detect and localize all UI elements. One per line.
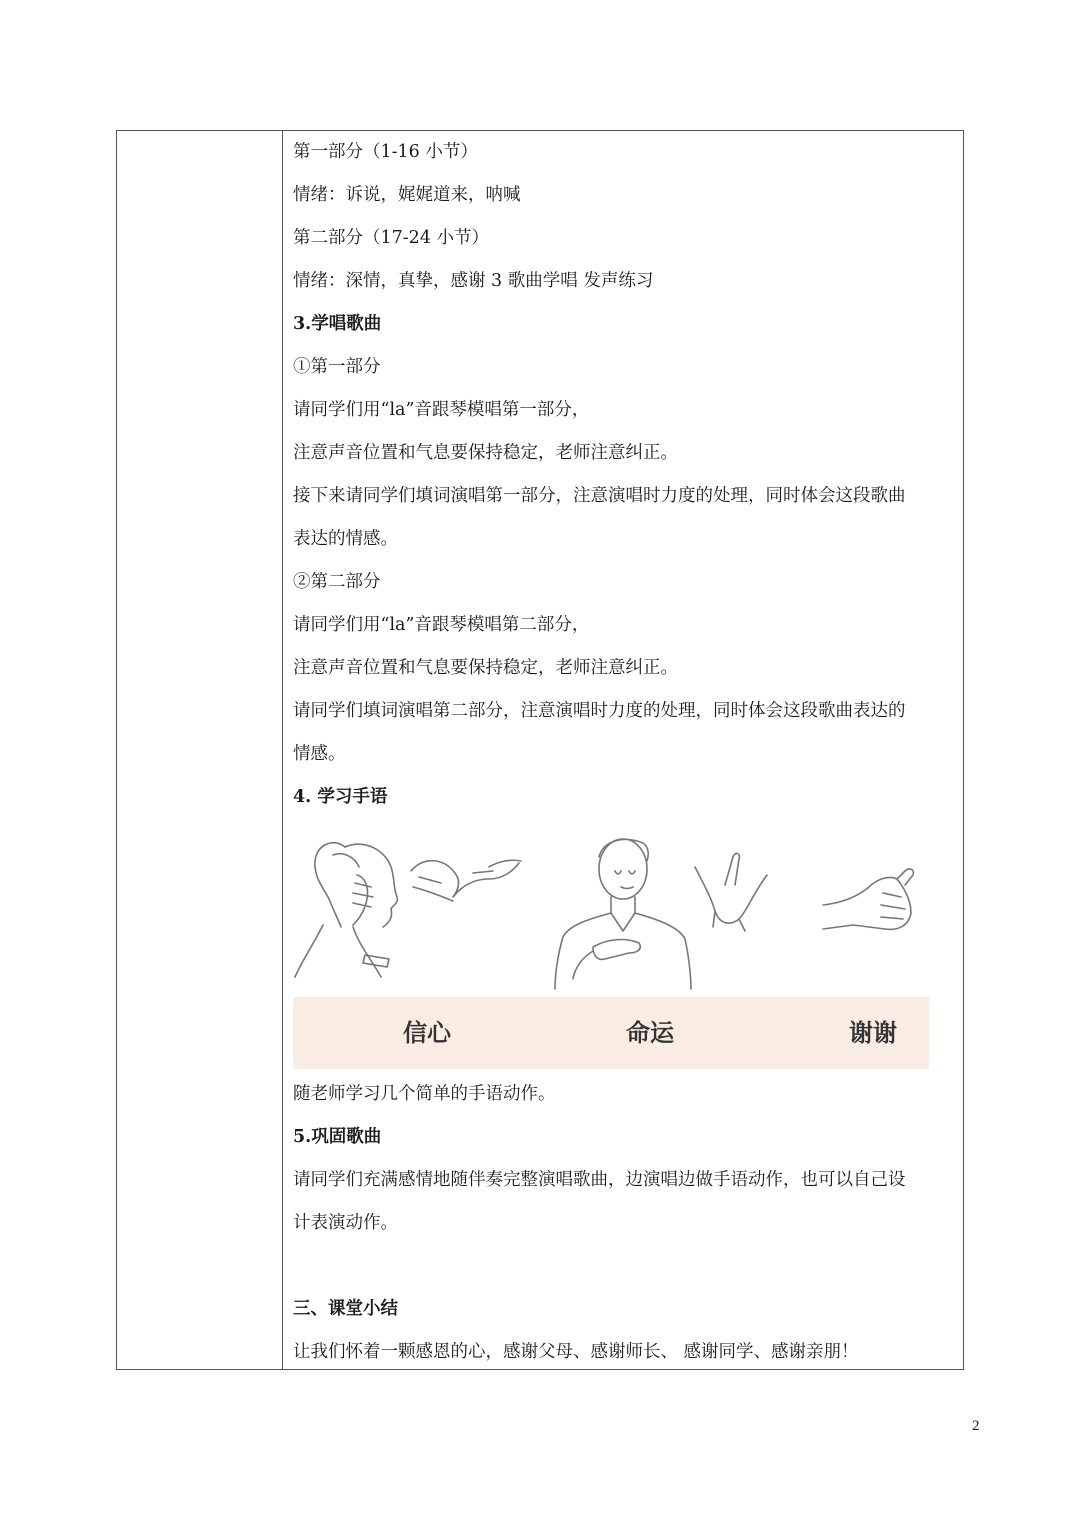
part1-header: 第一部分（1-16 小节）	[293, 142, 478, 162]
part2-header: 第二部分（17-24 小节）	[293, 228, 490, 248]
sub1-line3a: 接下来请同学们填词演唱第一部分，注意演唱时力度的处理，同时体会这段歌曲	[293, 486, 906, 506]
section5-line1a: 请同学们充满感情地随伴奏完整演唱歌曲，边演唱边做手语动作，也可以自己设	[293, 1170, 906, 1190]
sub1-line1: 请同学们用“la”音跟琴模唱第一部分，	[293, 400, 590, 420]
fate-sign-figure	[555, 839, 767, 989]
sub2-line1: 请同学们用“la”音跟琴模唱第二部分，	[293, 615, 590, 635]
blank-line	[293, 1245, 953, 1288]
page-number: 2	[972, 1418, 980, 1434]
sign-language-illustrations	[293, 827, 953, 997]
sub1-line3b: 表达的情感。	[293, 529, 398, 549]
thanks-sign-figure	[823, 869, 913, 929]
content-column	[293, 131, 953, 1374]
summary-line1: 让我们怀着一颗感恩的心，感谢父母、感谢师长、 感谢同学、感谢亲朋！	[293, 1342, 859, 1362]
section4-line1: 随老师学习几个简单的手语动作。	[293, 1084, 556, 1104]
sign-label-confidence: 信心	[403, 1018, 451, 1047]
sub2-title: ②第二部分	[293, 572, 381, 592]
sign-label-band	[293, 997, 929, 1069]
sub1-title: ①第一部分	[293, 357, 381, 377]
part2-mood: 情绪：深情，真挚，感谢 3 歌曲学唱 发声练习	[293, 271, 654, 291]
confidence-sign-figure	[295, 843, 521, 977]
left-column	[117, 131, 283, 1369]
sign-label-thanks: 谢谢	[849, 1018, 897, 1047]
sub1-line2: 注意声音位置和气息要保持稳定，老师注意纠正。	[293, 443, 678, 463]
sub2-line2: 注意声音位置和气息要保持稳定，老师注意纠正。	[293, 658, 678, 678]
sub2-line3a: 请同学们填词演唱第二部分，注意演唱时力度的处理，同时体会这段歌曲表达的	[293, 701, 906, 721]
lesson-table	[116, 130, 964, 1370]
sub2-line3b: 情感。	[293, 744, 346, 764]
section5-line1b: 计表演动作。	[293, 1213, 398, 1233]
part1-mood: 情绪：诉说，娓娓道来，呐喊	[293, 185, 521, 205]
summary-title: 三、课堂小结	[293, 1299, 398, 1319]
section5-title: 5.巩固歌曲	[293, 1127, 382, 1147]
section3-title: 3.学唱歌曲	[293, 314, 382, 334]
sign-label-fate: 命运	[626, 1018, 674, 1047]
section4-title: 4. 学习手语	[293, 787, 388, 807]
